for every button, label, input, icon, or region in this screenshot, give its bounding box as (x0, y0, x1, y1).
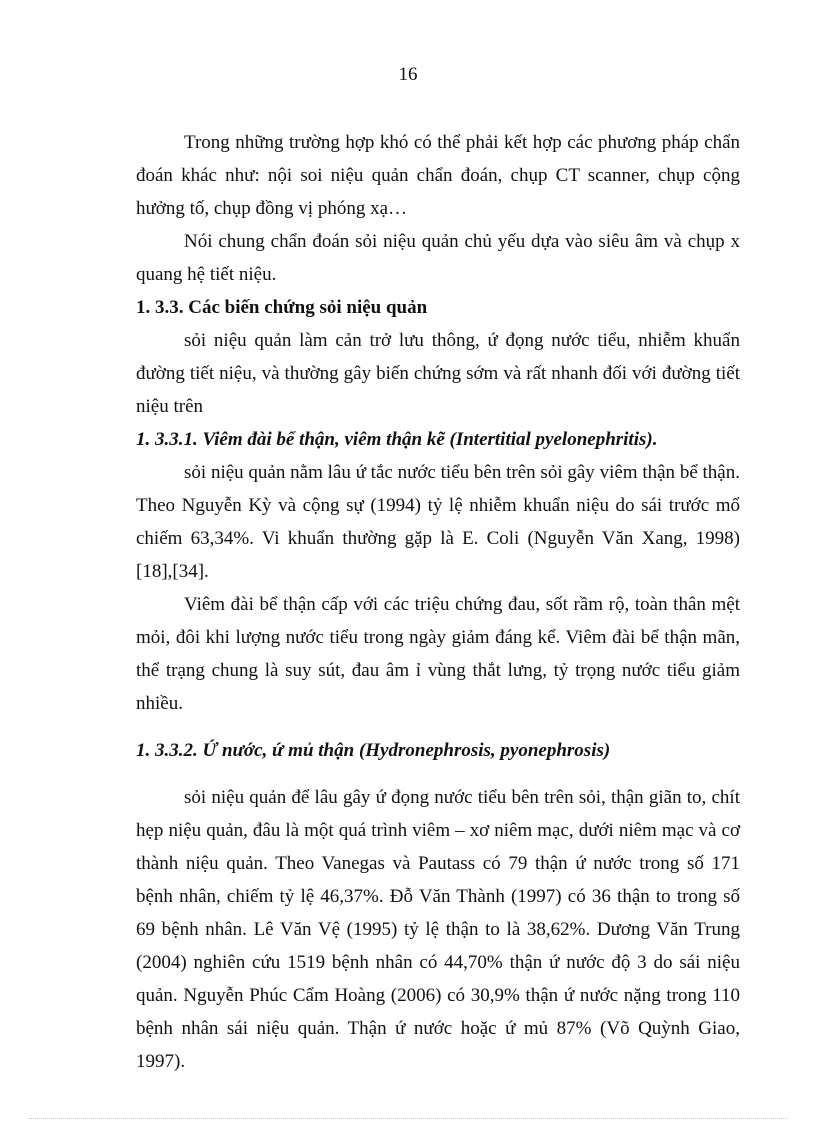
paragraph-hydronephrosis: sỏi niệu quản để lâu gây ứ đọng nước tiểu bên trên sỏi, thận giãn to, chít hẹp niệu quản, đâu là một quá trình viêm – xơ niêm mạc, dưới niêm mạc và cơ thành niệu quản. Theo Vanegas và Pautass có 79 thận ứ nước trong số 171 bệnh nhân, chiếm tỷ lệ 46,37%. Đỗ Văn Thành (1997) có 36 thận to trong số 69 bệnh nhân. Lê Văn Vệ (1995) tỷ lệ thận to là 38,62%. Dương Văn Trung (2004) nghiên cứu 1519 bệnh nhân có 44,70% thận ứ nước độ 3 do sái niệu quản. Nguyễn Phúc Cẩm Hoàng (2006) có 30,9% thận ứ nước nặng trong 110 bệnh nhân sái niệu quản. Thận ứ nước hoặc ứ mủ 87% (Võ Quỳnh Giao, 1997). (136, 787, 740, 1072)
paragraph-pyelonephritis-symptoms: Viêm đài bể thận cấp với các triệu chứng đau, sốt rầm rộ, toàn thân mệt mỏi, đôi khi lượng nước tiểu trong ngày giảm đáng kể. Viêm đài bể thận mãn, thể trạng chung là suy sút, đau âm ỉ vùng thắt lưng, tỷ trọng nước tiểu giảm nhiều. (136, 594, 740, 714)
paragraph-pyelonephritis-cause: sỏi niệu quản nằm lâu ứ tắc nước tiểu bên trên sỏi gây viêm thận bể thận. Theo Nguyễn Kỳ và cộng sự (1994) tỷ lệ nhiễm khuẩn niệu do sái trước mổ chiếm 63,34%. Vi khuẩn thường gặp là E. Coli (Nguyễn Văn Xang, 1998) [18],[34]. (136, 462, 740, 582)
section-heading-complications: 1. 3.3. Các biến chứng sỏi niệu quản (136, 297, 428, 318)
paragraph-diagnostic-methods: Trong những trường hợp khó có thể phải kết hợp các phương pháp chẩn đoán khác như: nội soi niệu quản chẩn đoán, chụp CT scanner, chụp cộng hưởng tố, chụp đồng vị phóng xạ… (136, 132, 740, 219)
subsection-heading-hydronephrosis: 1. 3.3.2. Ứ nước, ứ mủ thận (Hydronephrosis, pyonephrosis) (136, 740, 611, 761)
paragraph-diagnosis-summary: Nói chung chẩn đoán sỏi niệu quản chủ yếu dựa vào siêu âm và chụp x quang hệ tiết niệu. (136, 231, 740, 285)
page-bottom-divider (28, 1118, 788, 1119)
paragraph-complications-intro: sỏi niệu quản làm cản trở lưu thông, ứ đọng nước tiểu, nhiễm khuẩn đường tiết niệu, và thường gây biến chứng sớm và rất nhanh đối với đường tiết niệu trên (136, 330, 740, 417)
subsection-heading-pyelonephritis: 1. 3.3.1. Viêm đài bể thận, viêm thận kẽ (Intertitial pyelonephritis). (136, 429, 658, 450)
document-body (136, 126, 740, 1078)
page-number: 16 (398, 64, 418, 85)
